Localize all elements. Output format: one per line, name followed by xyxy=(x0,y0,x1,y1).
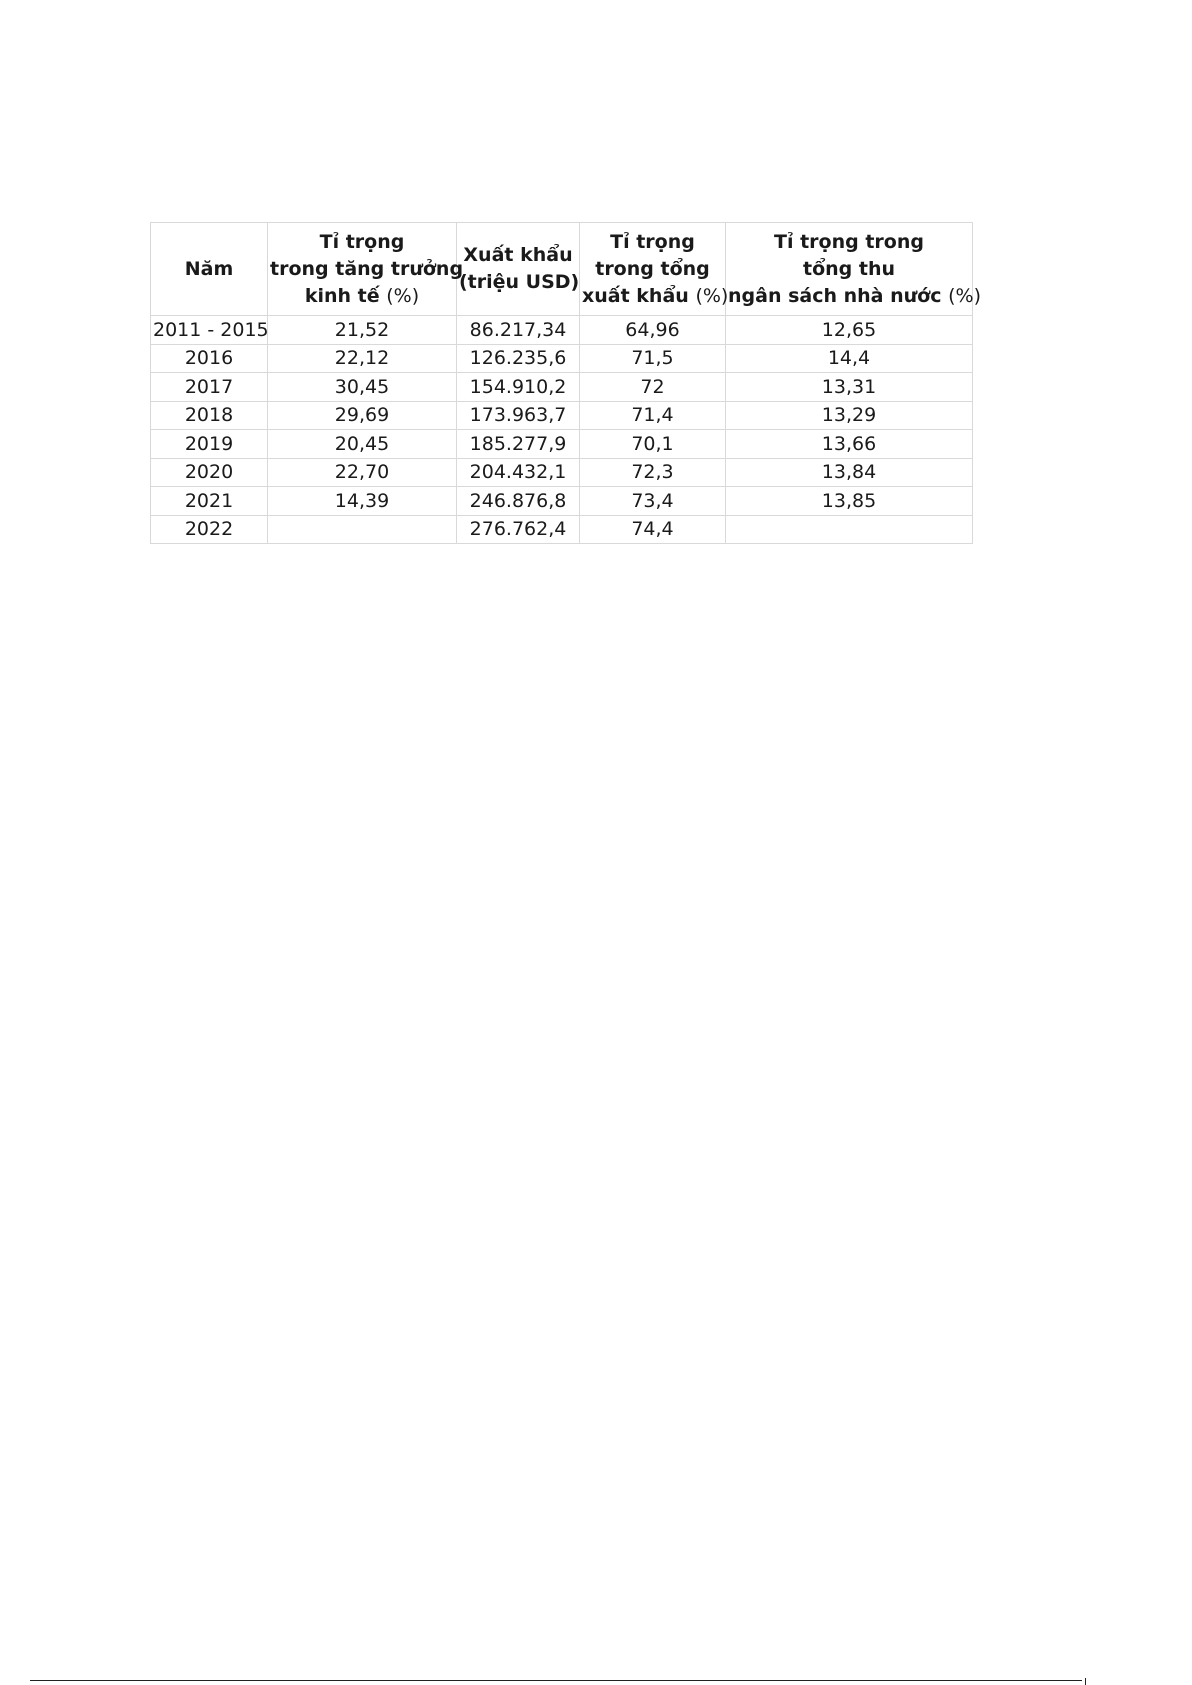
header-export-share-unit: (%) xyxy=(695,284,729,307)
header-export-line: (triệu USD) xyxy=(459,271,580,293)
cell-export-share: 73,4 xyxy=(580,487,726,516)
cell-growth-share: 14,39 xyxy=(268,487,457,516)
cell-budget-share: 14,4 xyxy=(726,344,973,373)
cell-growth-share: 22,70 xyxy=(268,458,457,487)
cell-growth-share: 20,45 xyxy=(268,430,457,459)
table-row xyxy=(151,373,973,402)
header-export xyxy=(457,223,580,316)
table-row xyxy=(151,344,973,373)
cell-export-share: 71,4 xyxy=(580,401,726,430)
header-row xyxy=(151,223,973,316)
header-export-share-line: Tỉ trọng xyxy=(610,230,695,253)
cell-export-share: 74,4 xyxy=(580,515,726,544)
cell-export: 204.432,1 xyxy=(457,458,580,487)
header-export-share-line xyxy=(582,283,729,310)
cell-year: 2019 xyxy=(151,430,268,459)
cell-budget-share: 13,84 xyxy=(726,458,973,487)
cell-year: 2016 xyxy=(151,344,268,373)
cell-export: 173.963,7 xyxy=(457,401,580,430)
cell-export-share: 71,5 xyxy=(580,344,726,373)
cell-growth-share xyxy=(268,515,457,544)
table-row xyxy=(151,458,973,487)
header-export-share xyxy=(580,223,729,316)
cell-year: 2022 xyxy=(151,515,268,544)
table-row xyxy=(151,487,973,516)
cell-export-share: 72 xyxy=(580,373,726,402)
header-growth-share-line xyxy=(270,283,454,310)
cell-export-share: 72,3 xyxy=(580,458,726,487)
footer-divider-tick xyxy=(1085,1678,1086,1685)
cell-export: 86.217,34 xyxy=(457,316,580,345)
table-header xyxy=(151,223,981,316)
cell-export: 154.910,2 xyxy=(457,373,580,402)
table-row xyxy=(151,515,973,544)
cell-budget-share: 12,65 xyxy=(726,316,973,345)
cell-year: 2017 xyxy=(151,373,268,402)
header-growth-share-line: Tỉ trọng xyxy=(319,230,405,253)
cell-year: 2020 xyxy=(151,458,268,487)
header-growth-share-unit: (%) xyxy=(386,284,420,307)
cell-export: 126.235,6 xyxy=(457,344,580,373)
cell-growth-share: 21,52 xyxy=(268,316,457,345)
header-growth-share xyxy=(268,223,464,316)
cell-budget-share: 13,66 xyxy=(726,430,973,459)
header-budget-share-unit: (%) xyxy=(948,284,981,307)
header-export-share-text: xuất khẩu xyxy=(582,284,689,307)
cell-year: 2011 - 2015 xyxy=(151,316,268,345)
cell-export-share: 64,96 xyxy=(580,316,726,345)
header-budget-share-line: tổng thu xyxy=(802,257,895,280)
cell-export: 276.762,4 xyxy=(457,515,580,544)
cell-year: 2018 xyxy=(151,401,268,430)
cell-export: 185.277,9 xyxy=(457,430,580,459)
cell-growth-share: 29,69 xyxy=(268,401,457,430)
footer-divider xyxy=(30,1680,1082,1681)
table-body xyxy=(151,316,973,544)
header-growth-share-text: kinh tế xyxy=(304,284,380,307)
header-year xyxy=(151,223,268,316)
header-export-share-line: trong tổng xyxy=(595,257,710,280)
cell-budget-share xyxy=(726,515,973,544)
cell-growth-share: 22,12 xyxy=(268,344,457,373)
header-year-line: Năm xyxy=(184,257,234,280)
cell-growth-share: 30,45 xyxy=(268,373,457,402)
header-budget-share xyxy=(726,223,981,316)
table-row xyxy=(151,316,973,345)
cell-export: 246.876,8 xyxy=(457,487,580,516)
header-budget-share-line xyxy=(728,283,981,310)
cell-budget-share: 13,85 xyxy=(726,487,973,516)
header-budget-share-line: Tỉ trọng trong xyxy=(774,230,924,253)
cell-year: 2021 xyxy=(151,487,268,516)
header-budget-share-text: ngân sách nhà nước xyxy=(728,284,942,307)
cell-export-share: 70,1 xyxy=(580,430,726,459)
header-growth-share-line: trong tăng trưởng xyxy=(270,257,464,280)
cell-budget-share: 13,29 xyxy=(726,401,973,430)
cell-budget-share: 13,31 xyxy=(726,373,973,402)
header-export-line: Xuất khẩu xyxy=(463,244,573,266)
table-row xyxy=(151,430,973,459)
data-table xyxy=(150,222,981,544)
table-row xyxy=(151,401,973,430)
